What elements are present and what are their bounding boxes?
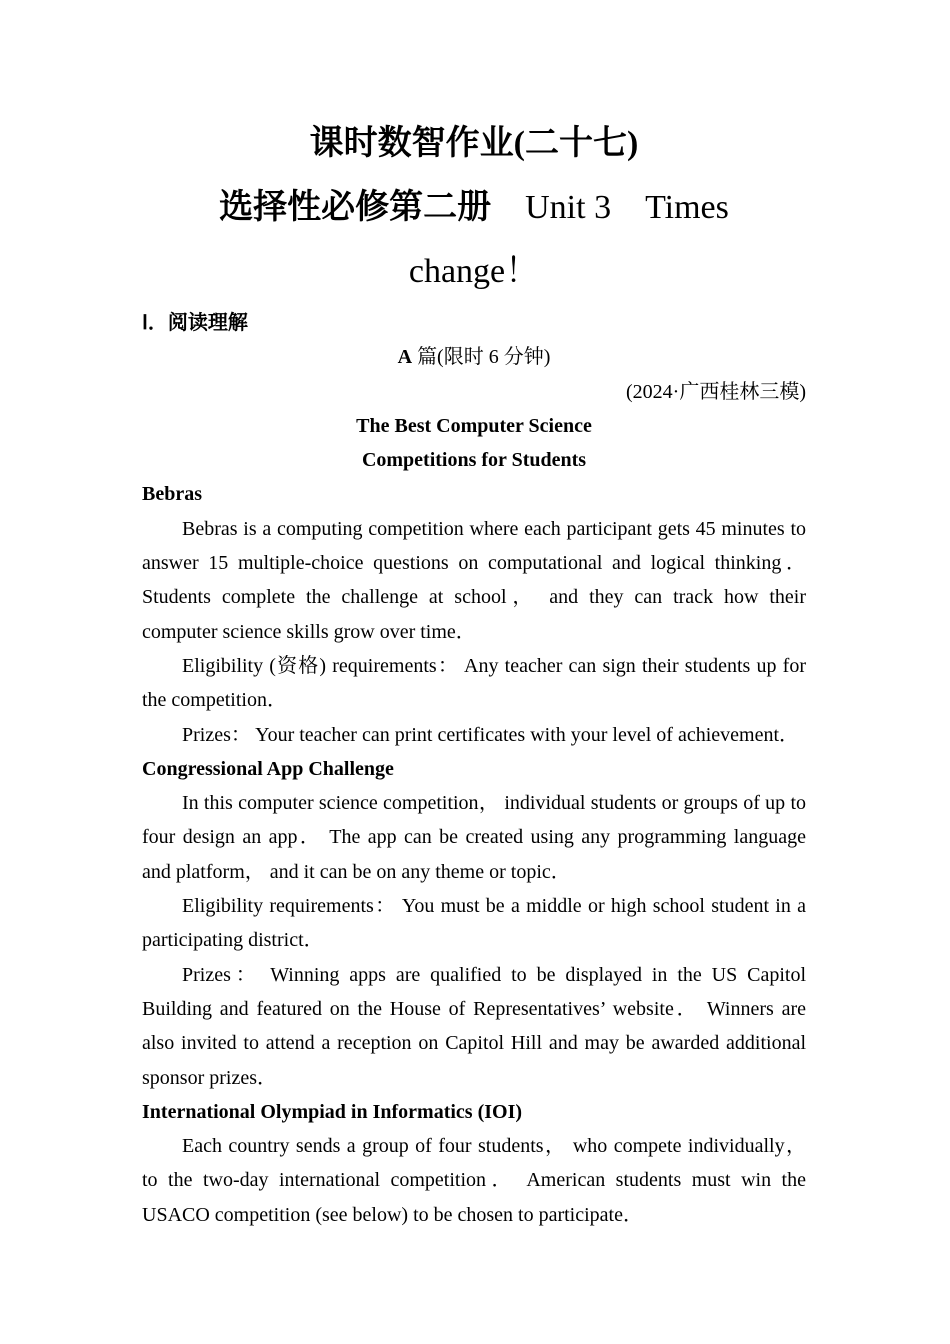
article-paragraph: Prizes： Winning apps are qualified to be displayed in the US Capitol Building and featured on the House of Representatives’ website． Winners are also invited to attend a reception on Capitol Hill and may be awarded additional sponsor prizes． [142, 963, 806, 1089]
passage-time-limit: 篇(限时 6 分钟) [412, 346, 551, 369]
worksheet-title-block [142, 112, 806, 304]
article-paragraph: Bebras is a computing competition where each participant gets 45 minutes to answer 15 multiple-choice questions on computational and logical thinking． Students complete the challenge at school， and they can track how their computer science skills grow over time． [142, 517, 806, 643]
article-section-heading: International Olympiad in Informatics (IOI) [142, 1100, 523, 1123]
article-paragraph: In this computer science competition， individual students or groups of up to four design an app． The app can be created using any programming language and platform， and it can be on any theme or topic． [142, 792, 806, 883]
worksheet-title: 课时数智作业(二十七) [309, 125, 639, 162]
passage-label [142, 340, 806, 374]
article-paragraph: Eligibility requirements： You must be a middle or high school student in a participating district． [142, 895, 806, 952]
article-paragraph: Each country sends a group of four students， who compete individually， to the two-day international competition． American students must win the USACO competition (see below) to be chosen to participate． [142, 1135, 806, 1226]
article-paragraph: Prizes： Your teacher can print certificates with your level of achievement． [182, 723, 800, 746]
article-title-line1: The Best Computer Science [356, 414, 592, 437]
worksheet-subtitle-unit: Unit 3 Times [525, 189, 729, 226]
article-section-heading: Bebras [142, 483, 202, 506]
article-paragraph: Eligibility (资格) requirements： Any teacher can sign their students up for the competition． [142, 654, 806, 712]
passage-source: (2024·广西桂林三模) [626, 380, 806, 403]
article-body [142, 477, 806, 1232]
article-section-heading: Congressional App Challenge [142, 757, 394, 780]
worksheet-subtitle-book: 选择性必修第二册 [219, 189, 526, 226]
article-title-line2: Competitions for Students [361, 449, 587, 472]
passage-letter: A [397, 346, 413, 369]
page-content [142, 0, 806, 1232]
worksheet-subtitle-continued: change！ [408, 253, 540, 290]
reading-section [142, 306, 806, 1232]
worksheet-subtitle [142, 176, 806, 240]
section-heading-reading-comprehension: Ⅰ．阅读理解 [142, 312, 248, 334]
